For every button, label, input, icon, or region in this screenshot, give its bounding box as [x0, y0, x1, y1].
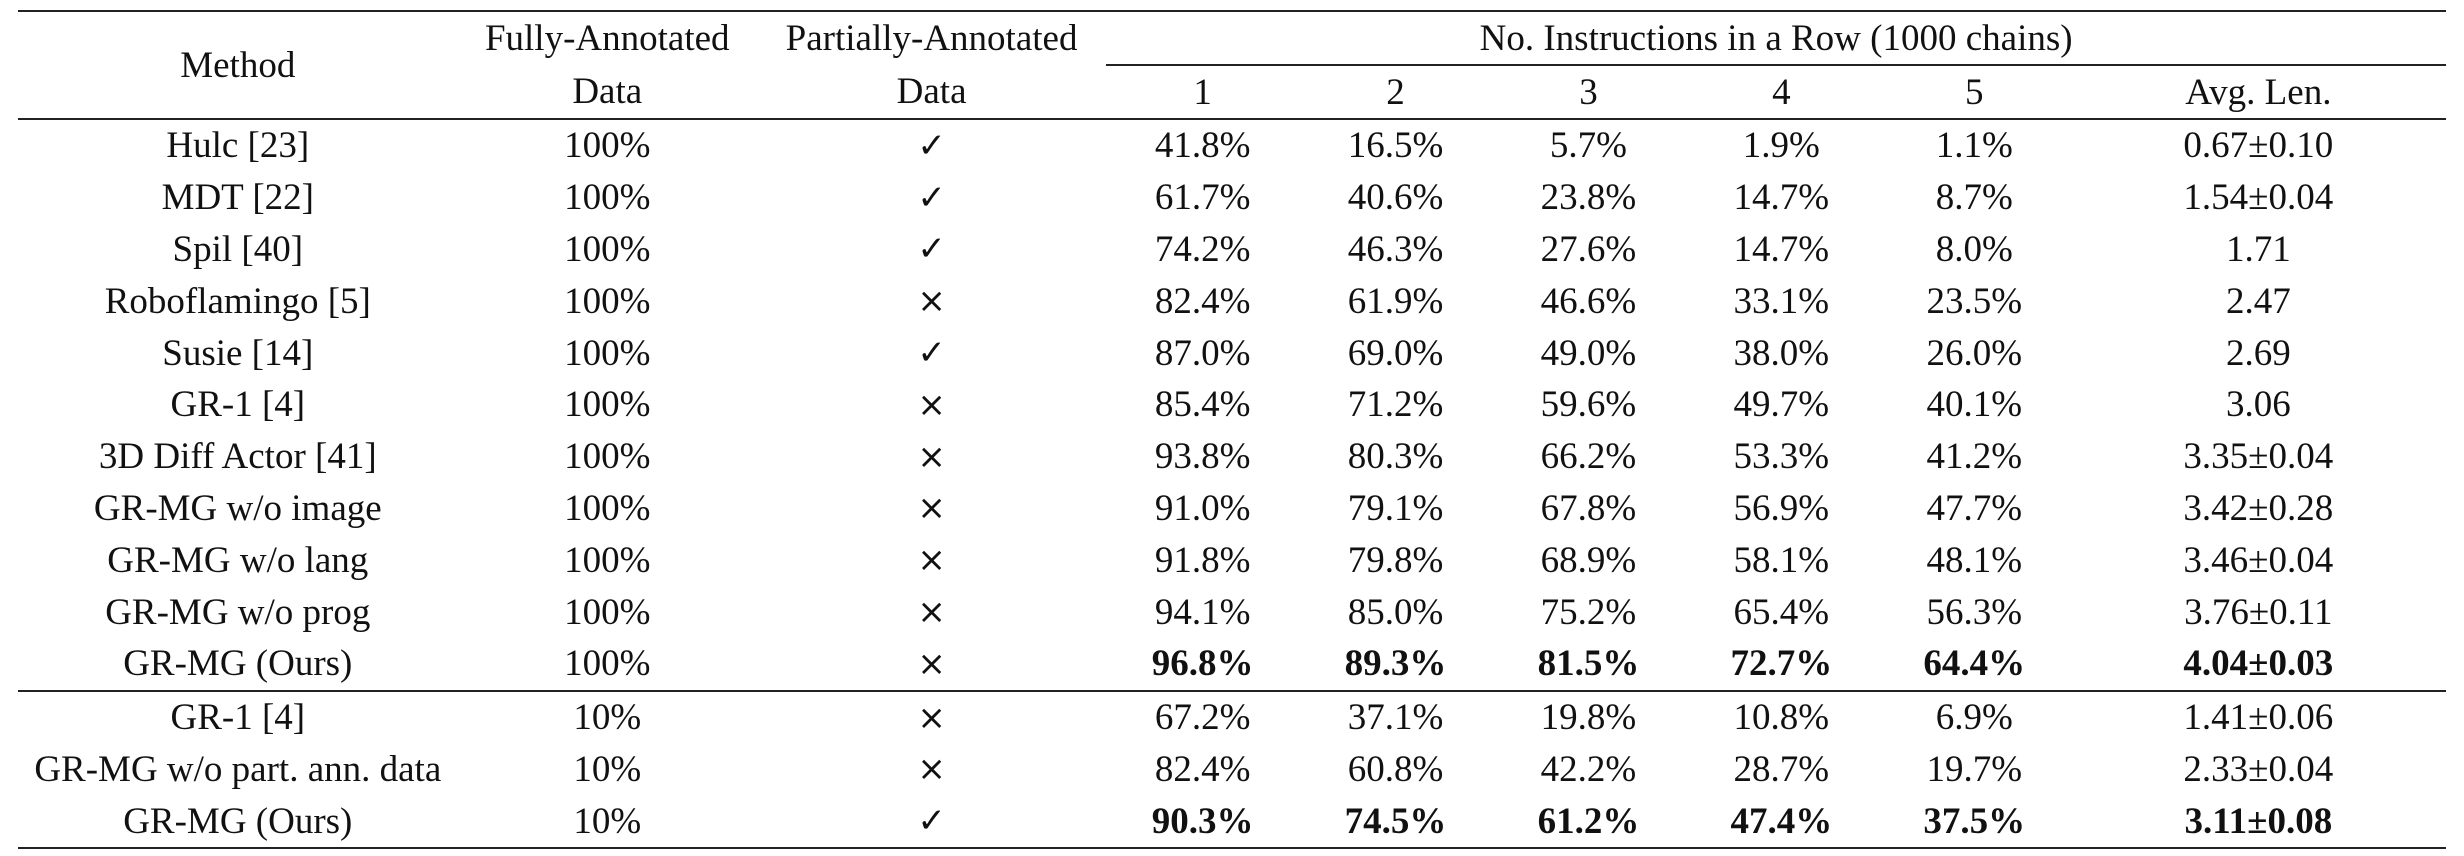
value-cell-3: 49.0% — [1540, 332, 1637, 374]
value-cell-3: 61.2% — [1492, 795, 1685, 848]
value-cell-2: 79.1% — [1347, 487, 1444, 529]
avg-len-cell: 3.35±0.04 — [2183, 436, 2334, 478]
value-cell-5: 23.5% — [1926, 280, 2023, 322]
table-row — [18, 638, 2446, 691]
value-cell-3: 46.6% — [1540, 280, 1637, 322]
col-header-5: 5 — [1964, 71, 1984, 113]
value-cell-1: 82.4% — [1154, 280, 1251, 322]
value-cell-3: 19.8% — [1492, 691, 1685, 744]
value-cell-2: 80.3% — [1347, 436, 1444, 478]
value-cell-4: 58.1% — [1733, 539, 1830, 581]
method-cell: Roboflamingo [5] — [104, 280, 371, 322]
value-cell-1: 41.8% — [1106, 119, 1299, 172]
fully-annotated-cell: 100% — [564, 487, 651, 529]
fully-annotated-cell: 100% — [564, 384, 651, 426]
method-cell: Hulc [23] — [18, 119, 458, 172]
method-cell: GR-1 [4] — [18, 691, 458, 744]
fully-annotated-header-line2: Data — [572, 71, 643, 112]
value-cell-2: 79.8% — [1347, 539, 1444, 581]
table-row — [18, 379, 2446, 431]
table-row — [18, 327, 2446, 379]
value-cell-2: 74.5% — [1299, 795, 1492, 848]
value-cell-4: 14.7% — [1733, 177, 1830, 219]
fully-annotated-cell: 10% — [573, 748, 642, 790]
avg-len-cell: 2.33±0.04 — [2183, 748, 2334, 790]
value-cell-2: 37.1% — [1299, 691, 1492, 744]
partially-annotated-cell: × — [917, 488, 946, 529]
partially-annotated-cell: × — [917, 540, 946, 581]
fully-annotated-cell: 100% — [564, 591, 651, 633]
partially-annotated-cell: ✓ — [757, 119, 1106, 172]
value-cell-1: 91.8% — [1154, 539, 1251, 581]
value-cell-4: 53.3% — [1733, 436, 1830, 478]
value-cell-3: 68.9% — [1540, 539, 1637, 581]
fully-annotated-cell: 100% — [564, 539, 651, 581]
method-cell: GR-1 [4] — [170, 384, 306, 426]
method-cell: GR-MG w/o part. ann. data — [34, 748, 442, 790]
fully-annotated-cell: 100% — [564, 643, 651, 685]
method-cell: Spil [40] — [172, 228, 304, 270]
fully-annotated-cell: 100% — [564, 228, 651, 270]
value-cell-2: 71.2% — [1347, 384, 1444, 426]
partially-annotated-cell: × — [917, 384, 946, 425]
partially-annotated-cell: × — [757, 691, 1106, 744]
value-cell-4: 56.9% — [1733, 487, 1830, 529]
method-header: Method — [18, 11, 458, 119]
avg-len-cell: 0.67±0.10 — [2071, 119, 2446, 172]
value-cell-3: 27.6% — [1540, 228, 1637, 270]
value-cell-5: 1.1% — [1878, 119, 2071, 172]
table-row — [18, 224, 2446, 276]
fully-annotated-cell: 100% — [458, 119, 757, 172]
partially-annotated-header-line1: Partially-Annotated — [757, 11, 1106, 65]
method-cell: GR-MG w/o image — [93, 487, 382, 529]
value-cell-1: 67.2% — [1106, 691, 1299, 744]
value-cell-1: 91.0% — [1154, 487, 1251, 529]
partially-annotated-cell: ✓ — [757, 795, 1106, 848]
table-row — [18, 534, 2446, 586]
avg-len-cell: 1.54±0.04 — [2183, 177, 2334, 219]
fully-annotated-cell: 10% — [458, 691, 757, 744]
value-cell-1: 82.4% — [1154, 748, 1251, 790]
value-cell-5: 6.9% — [1878, 691, 2071, 744]
value-cell-4: 10.8% — [1685, 691, 1878, 744]
value-cell-2: 61.9% — [1347, 280, 1444, 322]
table-row — [18, 691, 2446, 744]
table-row — [18, 795, 2446, 848]
method-cell: GR-MG (Ours) — [123, 643, 353, 685]
value-cell-5: 8.7% — [1935, 177, 2013, 219]
avg-len-cell: 3.76±0.11 — [2184, 591, 2333, 633]
col-header-avg-len: Avg. Len. — [2185, 71, 2332, 113]
fully-annotated-cell: 100% — [564, 436, 651, 478]
col-header-2: 2 — [1386, 71, 1405, 113]
value-cell-4: 14.7% — [1733, 228, 1830, 270]
table-row — [18, 744, 2446, 796]
table-row — [18, 275, 2446, 327]
col-header-1: 1 — [1193, 71, 1212, 113]
value-cell-1: 87.0% — [1154, 332, 1251, 374]
partially-annotated-cell: ✓ — [917, 229, 946, 270]
value-cell-1: 61.7% — [1154, 177, 1251, 219]
value-cell-1: 93.8% — [1154, 436, 1251, 478]
partially-annotated-header-line2: Data — [896, 71, 967, 112]
method-cell: MDT [22] — [161, 177, 315, 219]
partially-annotated-cell: ✓ — [917, 177, 946, 218]
table-row — [18, 119, 2446, 172]
col-header-4: 4 — [1772, 71, 1791, 113]
partially-annotated-cell: × — [917, 281, 946, 322]
value-cell-4: 47.4% — [1685, 795, 1878, 848]
col-header-3: 3 — [1579, 71, 1598, 113]
value-cell-2: 40.6% — [1347, 177, 1444, 219]
value-cell-5: 26.0% — [1926, 332, 2023, 374]
value-cell-3: 66.2% — [1540, 436, 1637, 478]
table-row — [18, 172, 2446, 224]
value-cell-1: 94.1% — [1154, 591, 1251, 633]
partially-annotated-cell: ✓ — [917, 333, 946, 374]
value-cell-5: 19.7% — [1926, 748, 2023, 790]
instructions-group-header: No. Instructions in a Row (1000 chains) — [1106, 11, 2446, 65]
value-cell-5: 41.2% — [1926, 436, 2023, 478]
value-cell-3: 67.8% — [1540, 487, 1637, 529]
value-cell-1: 96.8% — [1151, 643, 1254, 685]
avg-len-cell: 3.46±0.04 — [2183, 539, 2334, 581]
avg-len-cell: 3.06 — [2225, 384, 2291, 426]
avg-len-cell: 2.47 — [2225, 280, 2291, 322]
avg-len-cell: 1.71 — [2225, 228, 2291, 270]
method-cell: Susie [14] — [162, 332, 314, 374]
method-cell: GR-MG w/o lang — [107, 539, 369, 581]
value-cell-2: 46.3% — [1347, 228, 1444, 270]
fully-annotated-cell: 100% — [564, 332, 651, 374]
partially-annotated-cell: × — [917, 436, 946, 477]
avg-len-cell: 3.42±0.28 — [2183, 487, 2334, 529]
avg-len-cell: 3.11±0.08 — [2071, 795, 2446, 848]
fully-annotated-header-line1: Fully-Annotated — [458, 11, 757, 65]
avg-len-cell: 2.69 — [2225, 332, 2291, 374]
table-row — [18, 431, 2446, 483]
avg-len-cell: 1.41±0.06 — [2071, 691, 2446, 744]
value-cell-5: 40.1% — [1926, 384, 2023, 426]
value-cell-5: 48.1% — [1926, 539, 2023, 581]
partially-annotated-cell: × — [917, 643, 946, 684]
value-cell-4: 65.4% — [1733, 591, 1830, 633]
value-cell-4: 28.7% — [1733, 748, 1830, 790]
value-cell-4: 38.0% — [1733, 332, 1830, 374]
value-cell-5: 64.4% — [1923, 643, 2026, 685]
value-cell-4: 33.1% — [1733, 280, 1830, 322]
avg-len-cell: 4.04±0.03 — [2183, 643, 2334, 685]
value-cell-2: 89.3% — [1344, 643, 1447, 685]
value-cell-1: 85.4% — [1154, 384, 1251, 426]
value-cell-5: 8.0% — [1935, 228, 2013, 270]
value-cell-5: 37.5% — [1878, 795, 2071, 848]
value-cell-1: 74.2% — [1154, 228, 1251, 270]
value-cell-4: 49.7% — [1733, 384, 1830, 426]
value-cell-3: 23.8% — [1540, 177, 1637, 219]
partially-annotated-cell: × — [917, 592, 946, 633]
value-cell-5: 47.7% — [1926, 487, 2023, 529]
value-cell-4: 1.9% — [1685, 119, 1878, 172]
table-header — [18, 11, 2446, 119]
fully-annotated-cell: 10% — [458, 795, 757, 848]
header-row-1 — [18, 11, 2446, 65]
value-cell-2: 60.8% — [1347, 748, 1444, 790]
value-cell-3: 59.6% — [1540, 384, 1637, 426]
method-cell: GR-MG w/o prog — [105, 591, 371, 633]
value-cell-5: 56.3% — [1926, 591, 2023, 633]
fully-annotated-cell: 100% — [564, 280, 651, 322]
fully-annotated-cell: 100% — [564, 177, 651, 219]
value-cell-3: 75.2% — [1540, 591, 1637, 633]
table-row — [18, 586, 2446, 638]
value-cell-3: 5.7% — [1492, 119, 1685, 172]
value-cell-2: 85.0% — [1347, 591, 1444, 633]
value-cell-3: 42.2% — [1540, 748, 1637, 790]
value-cell-4: 72.7% — [1730, 643, 1833, 685]
table-row — [18, 483, 2446, 535]
value-cell-2: 69.0% — [1347, 332, 1444, 374]
partially-annotated-cell: × — [917, 749, 946, 790]
method-cell: 3D Diff Actor [41] — [98, 436, 377, 478]
results-table — [18, 10, 2446, 849]
table-body — [18, 119, 2446, 848]
value-cell-1: 90.3% — [1106, 795, 1299, 848]
value-cell-3: 81.5% — [1537, 643, 1640, 685]
value-cell-2: 16.5% — [1299, 119, 1492, 172]
method-cell: GR-MG (Ours) — [18, 795, 458, 848]
